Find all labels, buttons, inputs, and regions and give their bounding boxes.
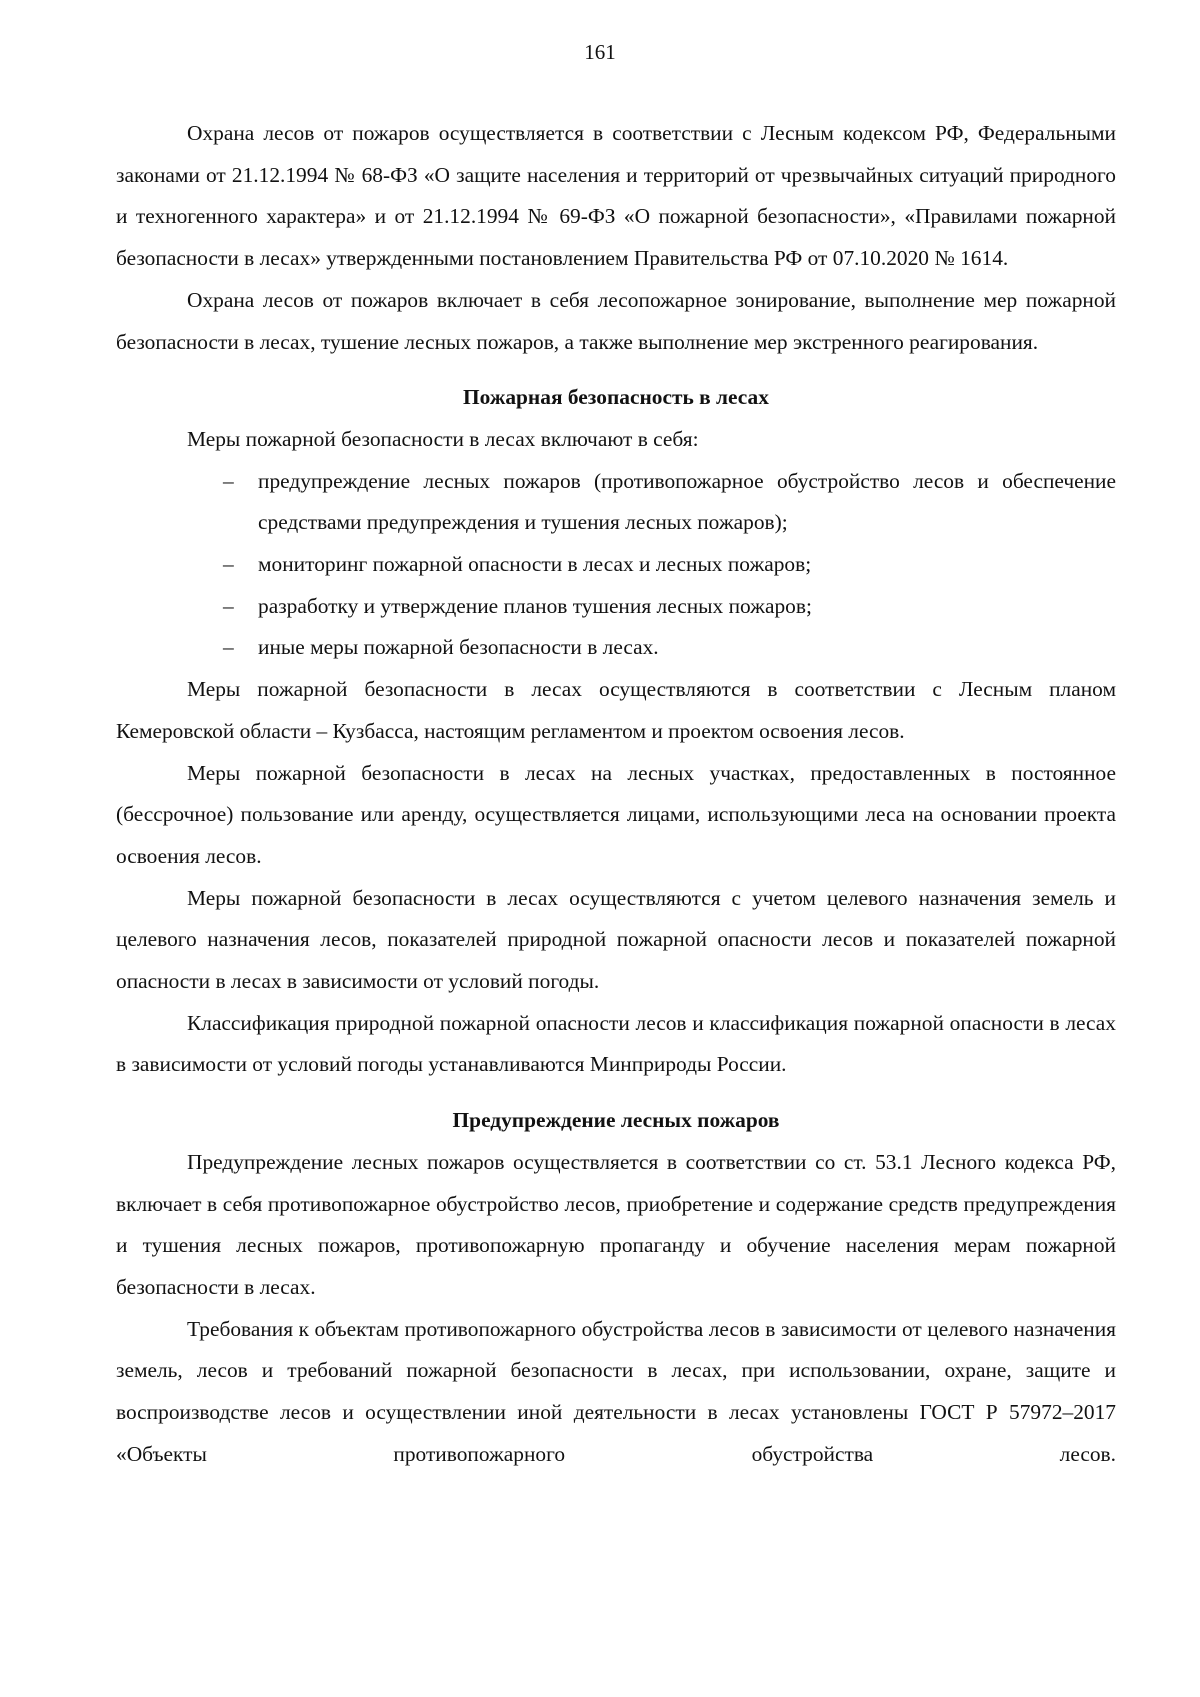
fire-prevention-paragraph-1: Предупреждение лесных пожаров осуществляется в соответствии со ст. 53.1 Лесного кодекса РФ, включает в себя противопожарное обустройство лесов, приобретение и содержание средств предупреждения и тушения лесных пожаров, противопожарную пропаганду и обучение населения мерам пожарной безопасности в лесах. [116, 1149, 1116, 1299]
list-item-text: предупреждение лесных пожаров (противопожарное обустройство лесов и обеспечение средствами предупреждения и тушения лесных пожаров); [258, 468, 1116, 535]
section-heading-fire-safety: Пожарная безопасность в лесах [463, 385, 769, 410]
fire-safety-paragraph-3: Меры пожарной безопасности в лесах осуществляются с учетом целевого назначения земель и целевого назначения лесов, показателей природной пожарной опасности лесов и показателей пожарной опасности в лесах в зависимости от условий погоды. [116, 885, 1116, 994]
page-number: 161 [584, 40, 616, 64]
dash-bullet: – [223, 635, 234, 660]
intro-paragraph-2: Охрана лесов от пожаров включает в себя лесопожарное зонирование, выполнение мер пожарной безопасности в лесах, тушение лесных пожаров, а также выполнение мер экстренного реагирования. [116, 287, 1116, 354]
list-item-text: мониторинг пожарной опасности в лесах и лесных пожаров; [258, 552, 812, 577]
list-item [116, 544, 1116, 586]
fire-safety-paragraph-2: Меры пожарной безопасности в лесах на лесных участках, предоставленных в постоянное (бессрочное) пользование или аренду, осуществляется лицами, использующими леса на основании проекта освоения лесов. [116, 760, 1116, 868]
fire-safety-lead: Меры пожарной безопасности в лесах включают в себя: [187, 426, 699, 451]
list-item [116, 627, 1116, 669]
page-content [116, 113, 1116, 1475]
fire-safety-paragraph-1: Меры пожарной безопасности в лесах осуществляются в соответствии с Лесным планом Кемеровской области – Кузбасса, настоящим регламентом и проектом освоения лесов. [116, 677, 1116, 743]
list-item [116, 461, 1116, 544]
section-heading-fire-prevention: Предупреждение лесных пожаров [452, 1108, 780, 1133]
list-item [116, 586, 1116, 628]
dash-bullet: – [223, 593, 234, 618]
fire-prevention-paragraph-2: Требования к объектам противопожарного обустройства лесов в зависимости от целевого назначения земель, лесов и требований пожарной безопасности в лесах, при использовании, охране, защите и воспроизводстве лесов и осуществлении иной деятельности в лесах установлены ГОСТ Р 57972–2017 «Объекты противопожарного обустройства лесов. [116, 1316, 1116, 1466]
dash-bullet: – [223, 552, 234, 577]
list-item-text: разработку и утверждение планов тушения лесных пожаров; [258, 593, 812, 618]
fire-safety-measures-list [116, 461, 1116, 670]
fire-safety-paragraph-4: Классификация природной пожарной опасности лесов и классификация пожарной опасности в лесах в зависимости от условий погоды устанавливаются Минприроды России. [116, 1010, 1116, 1077]
dash-bullet: – [223, 468, 234, 493]
intro-paragraph-1: Охрана лесов от пожаров осуществляется в соответствии с Лесным кодексом РФ, Федеральными законами от 21.12.1994 № 68-ФЗ «О защите населения и территорий от чрезвычайных ситуаций природного и техногенного характера» и от 21.12.1994 № 69-ФЗ «О пожарной безопасности», «Правилами пожарной безопасности в лесах» утвержденными постановлением Правительства РФ от 07.10.2020 № 1614. [116, 121, 1116, 271]
list-item-text: иные меры пожарной безопасности в лесах. [258, 635, 659, 660]
